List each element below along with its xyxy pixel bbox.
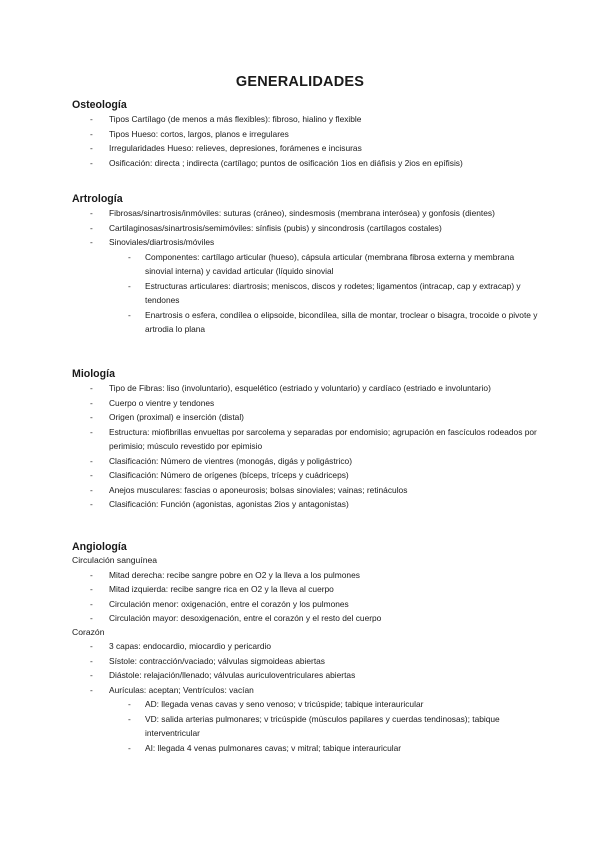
list-subitem: - Componentes: cartílago articular (hueso), cápsula articular (membrana fibrosa externa y membrana sinovial interna) y cavidad articular (líquido sinovial (72, 250, 542, 279)
section-heading: Artrología (72, 193, 123, 205)
section-heading: Osteología (72, 99, 127, 111)
list-item: - Irregularidades Hueso: relieves, depresiones, forámenes e incisuras (72, 141, 542, 156)
list-subitem: - AI: llegada 4 venas pulmonares cavas; v mitral; tabique interauricular (72, 741, 542, 756)
artrologia-list (72, 206, 542, 337)
miologia-list (72, 381, 542, 512)
list-subitem: - AD: llegada venas cavas y seno venoso; v tricúspide; tabique interauricular (72, 697, 542, 712)
list-item: - Clasificación: Número de vientres (monogás, digás y poligástrico) (72, 454, 542, 469)
list-item: - Mitad derecha: recibe sangre pobre en O2 y la lleva a los pulmones (72, 568, 542, 583)
section-osteologia (72, 98, 542, 170)
list-item: - Sinoviales/diartrosis/móviles (72, 235, 542, 250)
corazon-list (72, 639, 542, 755)
list-item: - Circulación mayor: desoxigenación, entre el corazón y el resto del cuerpo (72, 611, 542, 626)
list-item: - Mitad izquierda: recibe sangre rica en O2 y la lleva al cuerpo (72, 582, 542, 597)
list-item: - Osificación: directa ; indirecta (cartílago; puntos de osificación 1ios en diáfisis y 2ios en epífisis) (72, 156, 542, 171)
list-item: - Origen (proximal) e inserción (distal) (72, 410, 542, 425)
list-item: - Tipo de Fibras: liso (involuntario), esquelético (estriado y voluntario) y cardíaco (estriado e involuntario) (72, 381, 542, 396)
section-miologia (72, 367, 542, 512)
osteologia-list (72, 112, 542, 170)
list-item: - Tipos Cartílago (de menos a más flexibles): fibroso, hialino y flexible (72, 112, 542, 127)
section-heading: Miología (72, 368, 115, 380)
subsection-heading-circulacion: Circulación sanguínea (72, 555, 158, 565)
list-item: - Circulación menor: oxigenación, entre el corazón y los pulmones (72, 597, 542, 612)
list-item: - Cartilaginosas/sinartrosis/semimóviles: sínfisis (pubis) y sincondrosis (cartílagos costales) (72, 221, 542, 236)
section-angiologia (72, 540, 542, 755)
section-artrologia (72, 192, 542, 337)
list-item: - Cuerpo o vientre y tendones (72, 396, 542, 411)
list-item: - Sístole: contracción/vaciado; válvulas sigmoideas abiertas (72, 654, 542, 669)
list-item: - Fibrosas/sinartrosis/inmóviles: suturas (cráneo), sindesmosis (membrana interósea) y gonfosis (dientes) (72, 206, 542, 221)
subsection-heading-corazon: Corazón (72, 626, 105, 637)
list-subitem: - Estructuras articulares: diartrosis; meniscos, discos y rodetes; ligamentos (intracap, cap y extracap) y tendones (72, 279, 542, 308)
list-item: - Diástole: relajación/llenado; válvulas auriculoventriculares abiertas (72, 668, 542, 683)
page-title: GENERALIDADES (235, 74, 365, 90)
list-item: - 3 capas: endocardio, miocardio y pericardio (72, 639, 542, 654)
list-item: - Tipos Hueso: cortos, largos, planos e irregulares (72, 127, 542, 142)
list-subitem: - Enartrosis o esfera, condílea o elipsoide, bicondílea, silla de montar, troclear o bisagra, trocoide o pivote y artrodia lo plana (72, 308, 542, 337)
list-item: - Clasificación: Función (agonistas, agonistas 2ios y antagonistas) (72, 497, 542, 512)
circulacion-list (72, 568, 542, 626)
list-item: - Clasificación: Número de orígenes (bíceps, tríceps y cuádriceps) (72, 468, 542, 483)
list-item: - Aurículas: aceptan; Ventrículos: vacían (72, 683, 542, 698)
list-item: - Anejos musculares: fascias o aponeurosis; bolsas sinoviales; vainas; retináculos (72, 483, 542, 498)
list-subitem: - VD: salida arterias pulmonares; v tricúspide (músculos papilares y cuerdas tendinosas); tabique interventricular (72, 712, 542, 741)
list-item: - Estructura: miofibrillas envueltas por sarcolema y separadas por endomisio; agrupación en fascículos rodeados por perimisio; músculo revestido por epimisio (72, 425, 542, 454)
section-heading: Angiología (72, 541, 127, 553)
